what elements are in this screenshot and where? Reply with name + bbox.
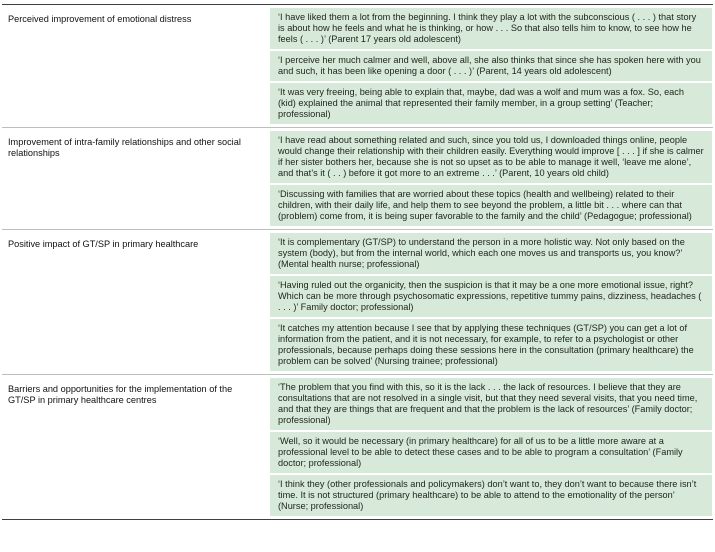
quote-cell: ‘I have read about something related and such, since you told us, I downloaded things online, people would change their relationship with their children easily. Everything would improve [ . . . ] if she is calmer if her sister bothers her, because she is not so upset as to be able to manage it well, ‘leave me alone’, and that’s it ( . . ) before it got more to an extreme . . .’ (Parent, 10 years old child) xyxy=(270,131,712,183)
quote-cell: ‘The problem that you find with this, so it is the lack . . . the lack of resources. I believe that they are consultations that are not resolved in a single visit, but that they need several visits, that you need time, and that they are things that are frequent and that the problem is the lack of resources’ (Family doctor; professional) xyxy=(270,378,712,430)
table-row xyxy=(2,128,713,230)
quote-column xyxy=(270,232,712,371)
quote-cell: ‘I think they (other professionals and policymakers) don’t want to, they don’t want to because there isn’t time. It is not structured (primary healthcare) to be able to attend to the emotionality of the person’ (Nurse; professional) xyxy=(270,475,712,516)
quote-cell: ‘Discussing with families that are worried about these topics (health and wellbeing) related to their children, with their daily life, and help them to see beyond the problem, a little bit . . . where can that (problem) come from, it is being super favorable to the family and the child’ (Pedagogue; professional) xyxy=(270,185,712,226)
theme-cell: Positive impact of GT/SP in primary healthcare xyxy=(8,239,199,249)
table-row xyxy=(2,375,713,519)
qualitative-results-table xyxy=(2,4,713,520)
quote-cell: ‘Having ruled out the organicity, then the suspicion is that it may be a one more emotional issue, right? Which can be more through psychosomatic expressions, repetitive tummy pains, dizziness, headaches ( . . . )’ Family doctor; professional) xyxy=(270,276,712,317)
theme-cell: Barriers and opportunities for the implementation of the GT/SP in primary healthcare centres xyxy=(8,384,233,405)
table-row xyxy=(2,230,713,375)
table-row xyxy=(2,5,713,128)
quote-column xyxy=(270,377,712,516)
quote-cell: ‘It catches my attention because I see that by applying these techniques (GT/SP) you can get a lot of information from the patient, and it is not necessary, for example, to refer to a psychologist or other professionals, because perhaps doing these sessions here in the consultation (primary healthcare) the problem can be solved’ (Nursing trainee; professional) xyxy=(270,319,712,371)
quote-cell: ‘Well, so it would be necessary (in primary healthcare) for all of us to be a little more aware at a professional level to be able to detect these cases and to be able to program a consultation’ (Family doctor; professional) xyxy=(270,432,712,473)
quote-cell: ‘I perceive her much calmer and well, above all, she also thinks that since she has spoken here with you and such, it has been like opening a door ( . . . )’ (Parent, 14 years old adolescent) xyxy=(270,51,712,81)
quote-column xyxy=(270,7,712,124)
quote-cell: ‘I have liked them a lot from the beginning. I think they play a lot with the subconscious ( . . . ) that story is about how he feels and what he is thinking, or how . . . So that also tells him to know, to see how he feels ( . . . )’ (Parent 17 years old adolescent) xyxy=(270,8,712,49)
quote-cell: ‘It is complementary (GT/SP) to understand the person in a more holistic way. Not only based on the system (body), but from the internal world, which each one moves us and transports us, you know?’ (Mental health nurse; professional) xyxy=(270,233,712,274)
quote-column xyxy=(270,130,712,226)
quote-cell: ‘It was very freeing, being able to explain that, maybe, dad was a wolf and mum was a fox. So, each (kid) explained the animal that represented their family member, in a group setting’ (Teacher; professional) xyxy=(270,83,712,124)
theme-cell: Perceived improvement of emotional distress xyxy=(8,14,192,24)
theme-cell: Improvement of intra-family relationships and other social relationships xyxy=(8,137,241,158)
